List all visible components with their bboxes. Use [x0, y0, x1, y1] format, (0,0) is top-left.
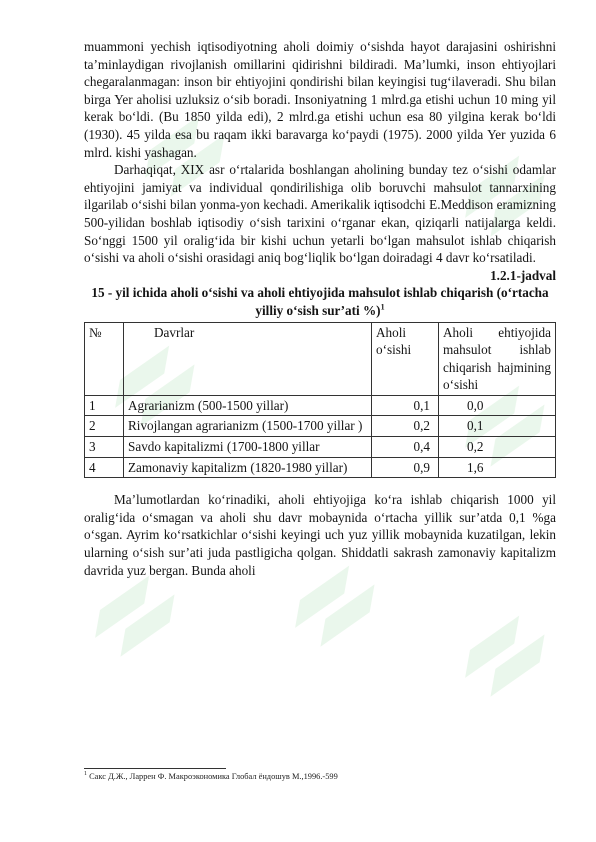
header-production-growth: Aholi ehtiyojida mahsulot ishlab chiqarish hajmining o‘sishi	[439, 322, 556, 395]
header-population-growth: Aholi o‘sishi	[372, 322, 439, 395]
table-title-text: 15 - yil ichida aholi o‘sishi va aholi ehtiyojida mahsulot ishlab chiqarish (o‘rtacha yilliy o‘sish sur’ati %)	[91, 285, 549, 318]
table-footnote-ref: 1	[380, 302, 385, 312]
body-paragraph-3: Ma’lumotlardan ko‘rinadiki, aholi ehtiyojiga ko‘ra ishlab chiqarish 1000 yil oralig‘ida o‘smagan va aholi shu davr mobaynida o‘rtacha yillik sur’atda 0,1 %ga o‘sgan. Ayrim ko‘rsatkichlar o‘sishi keyingi uch yuz yillik mobaynida kuzatilgan, lekin ularning o‘sish sur’ati juda pastligicha qolgan. Shiddatli sakrash zamonaviy kapitalizm davrida yuz bergan. Bunda aholi	[84, 492, 556, 578]
table-number: 1.2.1-jadval	[490, 267, 556, 283]
row-number: 4	[85, 457, 124, 478]
row-production-value: 0,2	[439, 437, 556, 458]
footnote-divider	[84, 768, 226, 769]
row-population-value: 0,1	[372, 395, 439, 416]
header-number: №	[85, 322, 124, 395]
table-row	[85, 437, 556, 458]
table-header-row	[85, 322, 556, 395]
row-period: Zamonaviy kapitalizm (1820-1980 yillar)	[124, 457, 372, 478]
row-number: 1	[85, 395, 124, 416]
row-population-value: 0,2	[372, 416, 439, 437]
table-row	[85, 416, 556, 437]
footnote-text: Сакс Д.Ж., Ларрен Ф. Макроэкономика Глобал ёндошув М.,1996.-599	[89, 771, 338, 781]
row-number: 2	[85, 416, 124, 437]
footnote-ref: 1	[84, 771, 87, 777]
body-paragraph-2: Darhaqiqat, XIX asr o‘rtalarida boshlangan aholining bunday tez o‘sishi odamlar ehtiyojini jamiyat va individual qondirilishiga olib boruvchi mahsulot tannarxining ilgarilab o‘sishi bilan yonma-yon kechadi. Amerikalik iqtisodchi E.Meddison eramizning 500-yilidan boshlab iqtisodiy o‘sish tarixini o‘rganar ekan, qiziqarli natijalarga keldi. So‘nggi 1500 yil oralig‘ida bir kishi uchun yetarli bo‘lgan mahsulot ishlab chiqarish o‘sishi va aholi o‘sishi orasidagi aniq bog‘liqlik bo‘lgan doiradagi 4 davr ko‘rsatiladi.	[84, 162, 556, 266]
row-period: Savdo kapitalizmi (1700-1800 yillar	[124, 437, 372, 458]
table-title	[84, 284, 556, 319]
row-production-value: 0,0	[439, 395, 556, 416]
row-number: 3	[85, 437, 124, 458]
row-production-value: 1,6	[439, 457, 556, 478]
row-period: Agrarianizm (500-1500 yillar)	[124, 395, 372, 416]
document-page	[84, 38, 556, 579]
row-production-value: 0,1	[439, 416, 556, 437]
table-row	[85, 395, 556, 416]
row-population-value: 0,9	[372, 457, 439, 478]
body-paragraph-1: muammoni yechish iqtisodiyotning aholi doimiy o‘sishda hayot darajasini oshirishni ta’minlaydigan rivojlanish omillarini qidirishni bildiradi. Ma’lumki, inson ehtiyojlari chegaralanmagan: inson bir ehtiyojini qondirishi bilan keyingisi tug‘ilaveradi. Shu bilan birga Yer aholisi uzluksiz o‘sib boradi. Insoniyatning 1 mlrd.ga etishi uchun 10 ming yil kerak bo‘ldi. (Bu 1850 yilda edi), 2 mlrd.ga etishi uchun esa 80 yilgina kerak bo‘ldi (1930). 45 yilda esa bu raqam ikki baravarga ko‘paydi (1975). 2000 yilda Yer yuzida 6 mlrd. kishi yashagan.	[84, 39, 556, 160]
header-period: Davrlar	[124, 322, 372, 395]
row-population-value: 0,4	[372, 437, 439, 458]
footnote	[84, 771, 338, 781]
table-row	[85, 457, 556, 478]
data-table	[84, 322, 556, 479]
row-period: Rivojlangan agrarianizm (1500-1700 yillar )	[124, 416, 372, 437]
